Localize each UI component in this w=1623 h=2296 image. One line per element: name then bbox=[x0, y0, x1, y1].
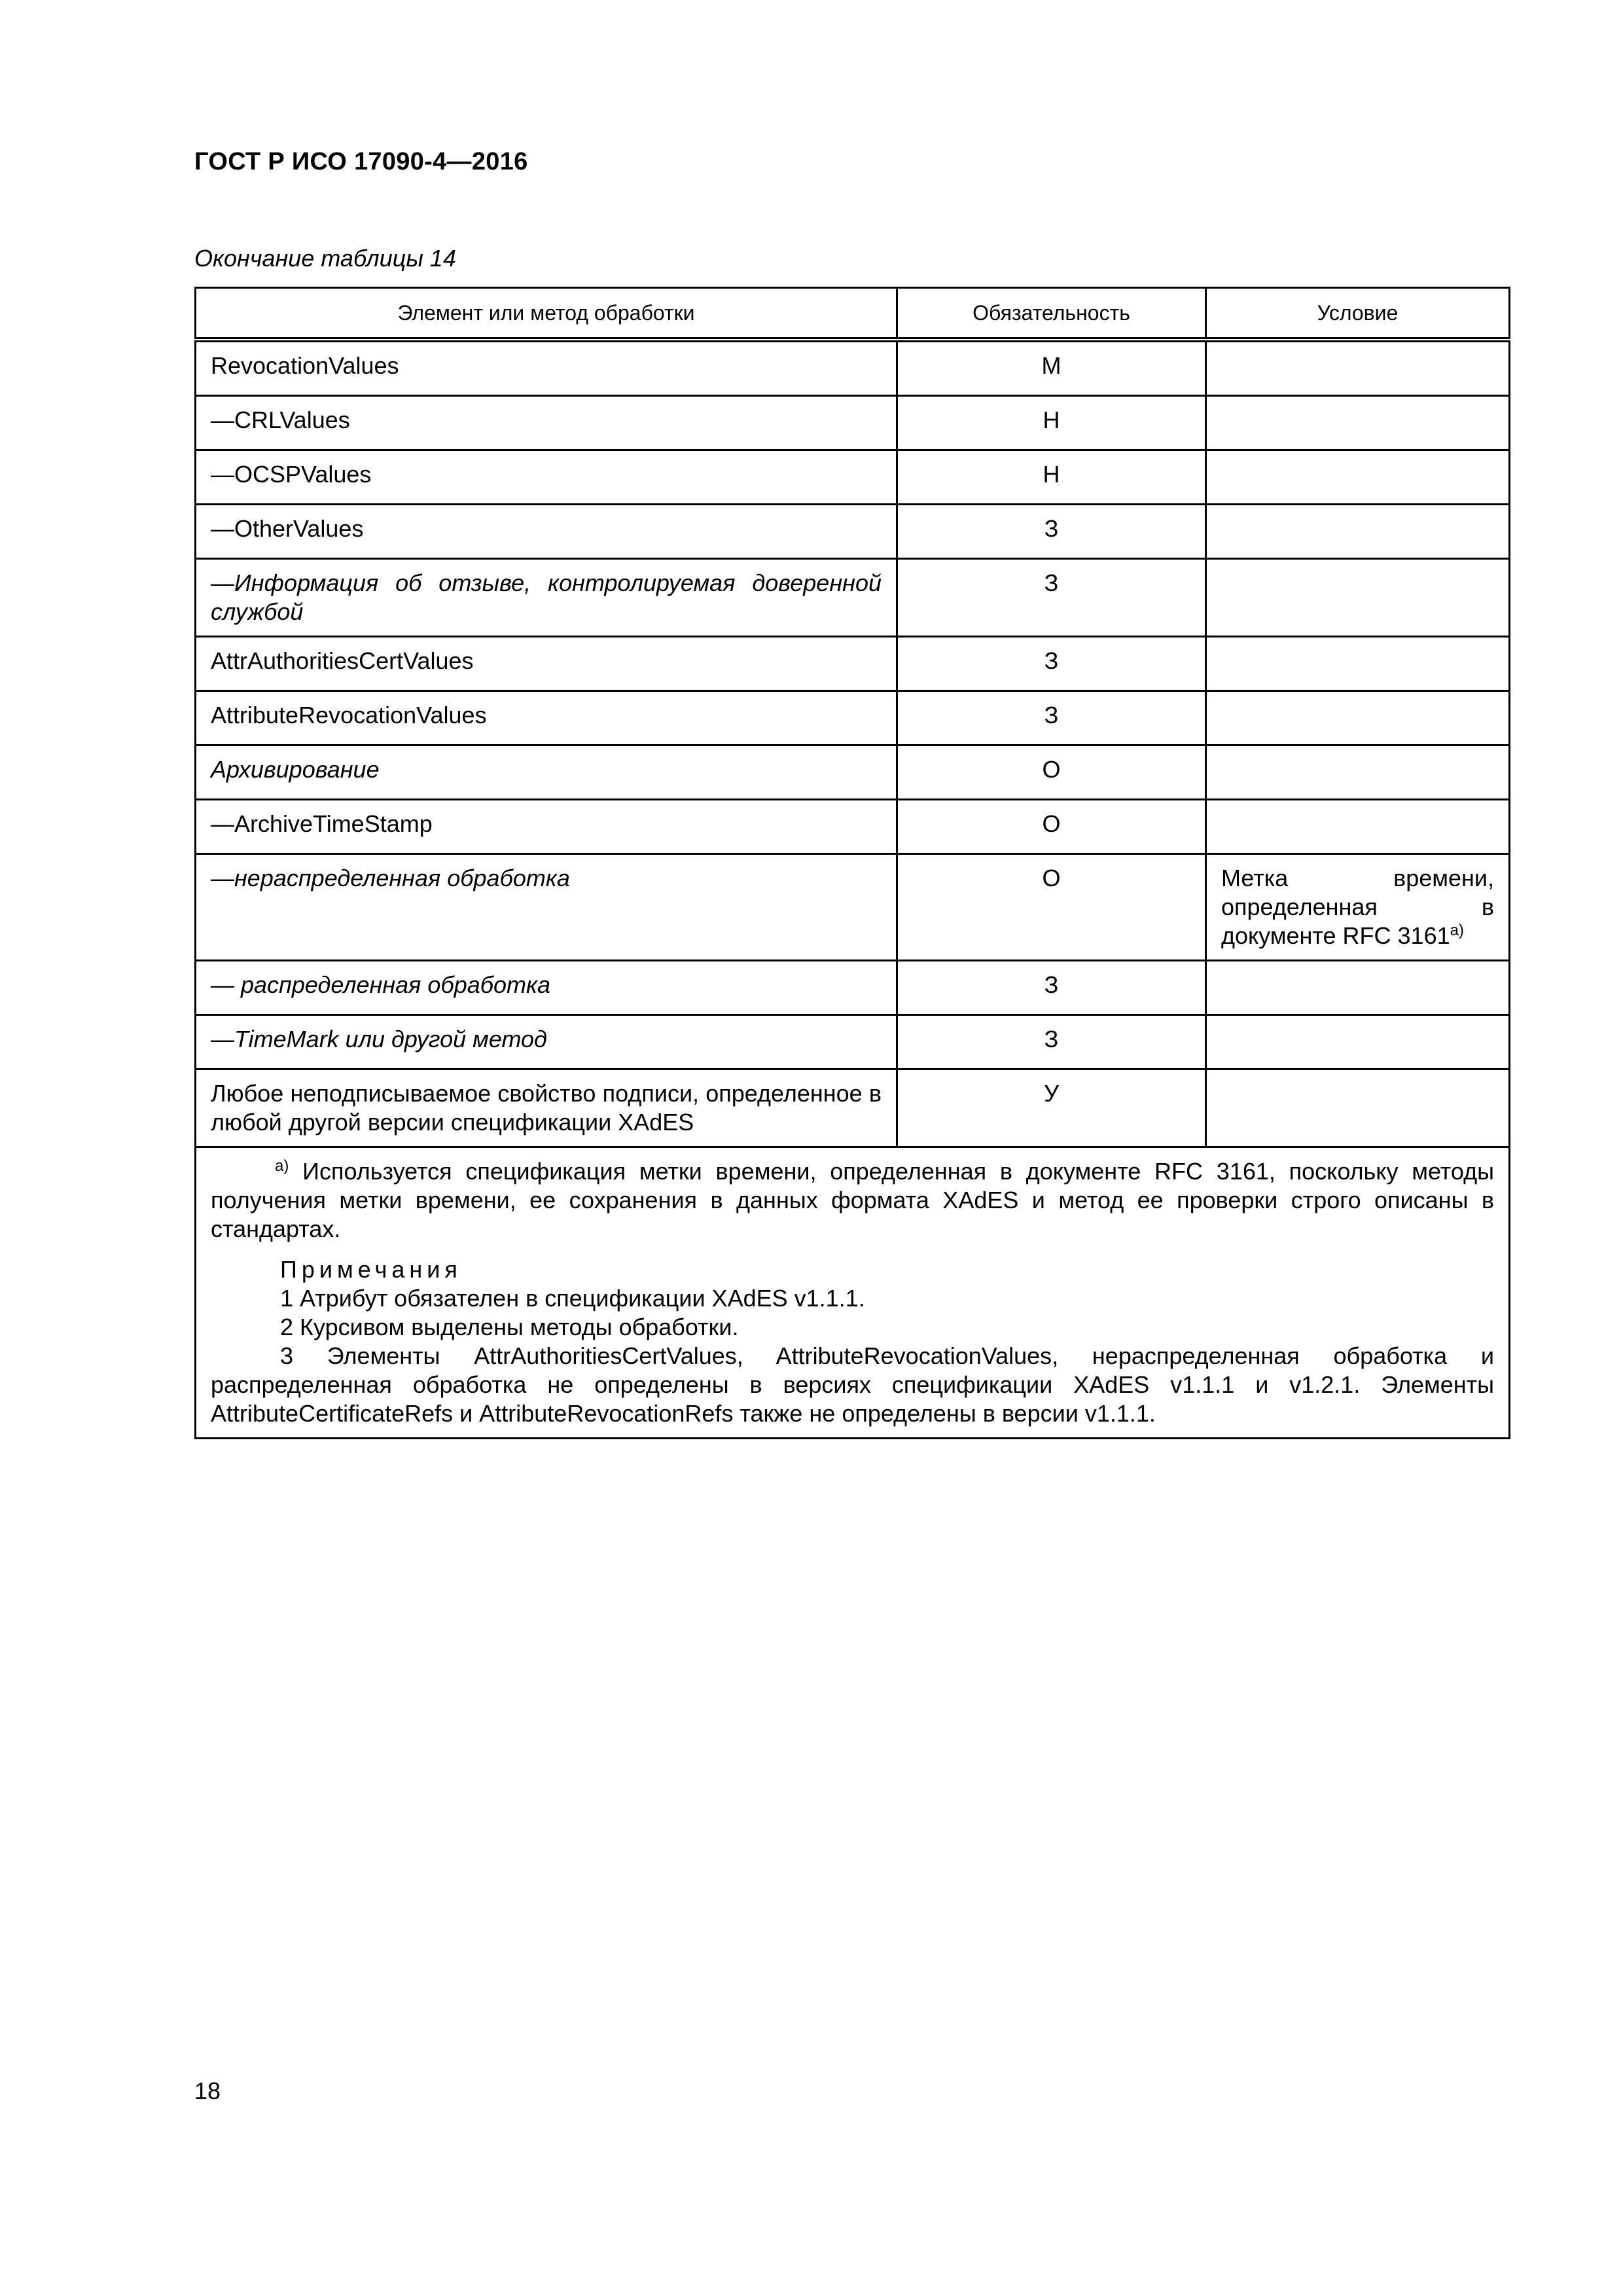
document-code: ГОСТ Р ИСО 17090-4—2016 bbox=[194, 148, 528, 175]
condition-cell bbox=[1206, 800, 1510, 854]
element-cell: Любое неподписываемое свойство подписи, определенное в любой другой версии спецификации XAdES bbox=[196, 1069, 897, 1147]
obligation-cell: O bbox=[897, 854, 1206, 961]
note-item: 2 Курсивом выделены методы обработки. bbox=[280, 1314, 739, 1340]
condition-text: Метка времени, определенная в документе RFC 3161 bbox=[1221, 865, 1494, 949]
condition-cell bbox=[1206, 854, 1510, 961]
element-cell: —OCSPValues bbox=[196, 450, 897, 505]
condition-cell bbox=[1206, 961, 1510, 1015]
condition-cell bbox=[1206, 745, 1510, 800]
condition-cell bbox=[1206, 637, 1510, 691]
notes-title: Примечания bbox=[280, 1256, 462, 1283]
table-row bbox=[196, 961, 1510, 1015]
obligation-cell: З bbox=[897, 505, 1206, 559]
obligation-cell: З bbox=[897, 691, 1206, 745]
condition-cell bbox=[1206, 691, 1510, 745]
condition-cell bbox=[1206, 1069, 1510, 1147]
element-cell: RevocationValues bbox=[196, 340, 897, 396]
element-cell: —нераспределенная обработка bbox=[196, 854, 897, 961]
element-cell: AttributeRevocationValues bbox=[196, 691, 897, 745]
table-row bbox=[196, 505, 1510, 559]
column-header-element: Элемент или метод обработки bbox=[196, 288, 897, 340]
note-item: 3 Элементы AttrAuthoritiesCertValues, AttributeRevocationValues, нераспределенная обработка и распределенная обработка не определены в версиях спецификации XAdES v1.1.1 и v1.2.1. Элементы AttributeCertificateRefs и AttributeRevocationRefs также не определены в версии v1.1.1. bbox=[211, 1342, 1494, 1427]
table-row bbox=[196, 340, 1510, 396]
column-header-obligation: Обязательность bbox=[897, 288, 1206, 340]
table-row bbox=[196, 745, 1510, 800]
element-cell: AttrAuthoritiesCertValues bbox=[196, 637, 897, 691]
element-cell: — распределенная обработка bbox=[196, 961, 897, 1015]
condition-cell bbox=[1206, 505, 1510, 559]
note-item: 1 Атрибут обязателен в спецификации XAdES v1.1.1. bbox=[280, 1285, 865, 1312]
table-row bbox=[196, 800, 1510, 854]
column-header-condition: Условие bbox=[1206, 288, 1510, 340]
table-caption: Окончание таблицы 14 bbox=[194, 245, 456, 272]
element-cell: —ArchiveTimeStamp bbox=[196, 800, 897, 854]
table-row bbox=[196, 450, 1510, 505]
page-number: 18 bbox=[194, 2077, 221, 2104]
footnote-mark: a) bbox=[275, 1157, 289, 1175]
footnote-reference: a) bbox=[1450, 922, 1464, 939]
condition-cell bbox=[1206, 450, 1510, 505]
table-row bbox=[196, 1015, 1510, 1069]
table-row bbox=[196, 854, 1510, 961]
spec-table bbox=[194, 287, 1510, 1439]
obligation-cell: З bbox=[897, 961, 1206, 1015]
obligation-cell: З bbox=[897, 559, 1206, 637]
obligation-cell: У bbox=[897, 1069, 1206, 1147]
obligation-cell: H bbox=[897, 396, 1206, 450]
obligation-cell: H bbox=[897, 450, 1206, 505]
footnote bbox=[211, 1157, 1494, 1244]
table-row bbox=[196, 396, 1510, 450]
condition-cell bbox=[1206, 340, 1510, 396]
obligation-cell: З bbox=[897, 1015, 1206, 1069]
element-cell: —Информация об отзыве, контролируемая доверенной службой bbox=[196, 559, 897, 637]
element-cell: —TimeMark или другой метод bbox=[196, 1015, 897, 1069]
obligation-cell: O bbox=[897, 745, 1206, 800]
table-row bbox=[196, 637, 1510, 691]
footnote-text: Используется спецификация метки времени, определенная в документе RFC 3161, поскольку методы получения метки времени, ее сохранения в данных формата XAdES и метод ее проверки строго описаны в стандартах. bbox=[211, 1158, 1494, 1242]
element-cell: —OtherValues bbox=[196, 505, 897, 559]
condition-cell bbox=[1206, 1015, 1510, 1069]
table-row bbox=[196, 691, 1510, 745]
table-row bbox=[196, 1069, 1510, 1147]
obligation-cell: M bbox=[897, 340, 1206, 396]
condition-cell bbox=[1206, 396, 1510, 450]
element-cell: —CRLValues bbox=[196, 396, 897, 450]
table-header-row bbox=[196, 288, 1510, 340]
table-footer-row bbox=[196, 1147, 1510, 1439]
condition-cell bbox=[1206, 559, 1510, 637]
table-row bbox=[196, 559, 1510, 637]
obligation-cell: З bbox=[897, 637, 1206, 691]
table-footer bbox=[196, 1147, 1510, 1439]
obligation-cell: O bbox=[897, 800, 1206, 854]
element-cell: Архивирование bbox=[196, 745, 897, 800]
